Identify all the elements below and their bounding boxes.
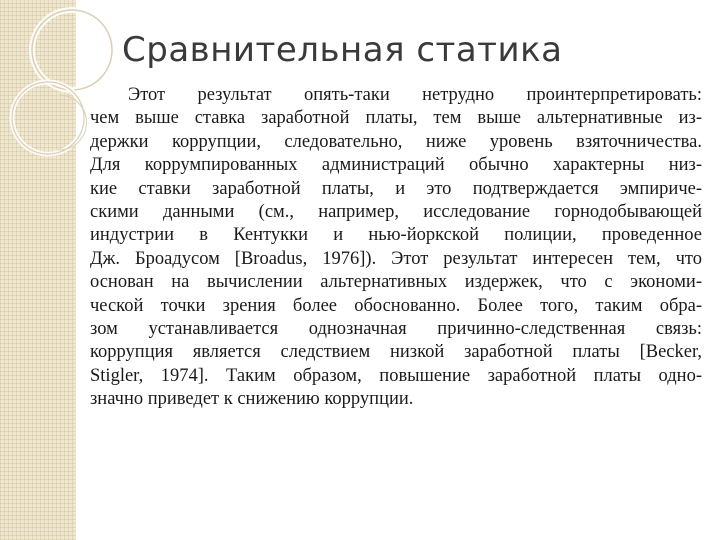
body-line: Этот результат опять-таки нетрудно проинтерпретировать: (128, 85, 702, 105)
body-line: скими данными (см., например, исследование горнодобывающей (90, 201, 702, 222)
body-line: индустрии в Кентукки и нью-йоркской полиции, проведенное (90, 225, 702, 246)
body-line: ческой точки зрения более обоснованно. Более того, таким обра- (90, 295, 702, 316)
body-line: зом устанавливается однозначная причинно-следственная связь: (90, 318, 702, 339)
body-line: основан на вычислении альтернативных издержек, что с экономи- (90, 272, 702, 293)
body-line: кие ставки заработной платы, и это подтверждается эмпириче- (90, 178, 702, 199)
slide-title: Сравнительная статика (122, 30, 563, 70)
body-line: значно приведет к снижению коррупции. (90, 389, 414, 410)
body-line: Для коррумпированных администраций обычно характерны низ- (90, 155, 702, 176)
body-line: Stigler, 1974]. Таким образом, повышение заработной платы одно- (90, 365, 702, 386)
body-line: коррупция является следствием низкой заработной платы [Becker, (90, 342, 702, 363)
body-line: держки коррупции, следовательно, ниже уровень взяточничества. (90, 131, 702, 152)
body-line: чем выше ставка заработной платы, тем выше альтернативные из- (90, 108, 702, 129)
body-text (90, 84, 702, 411)
body-line: Дж. Броадусом [Broadus, 1976]). Этот результат интересен тем, что (90, 248, 702, 269)
